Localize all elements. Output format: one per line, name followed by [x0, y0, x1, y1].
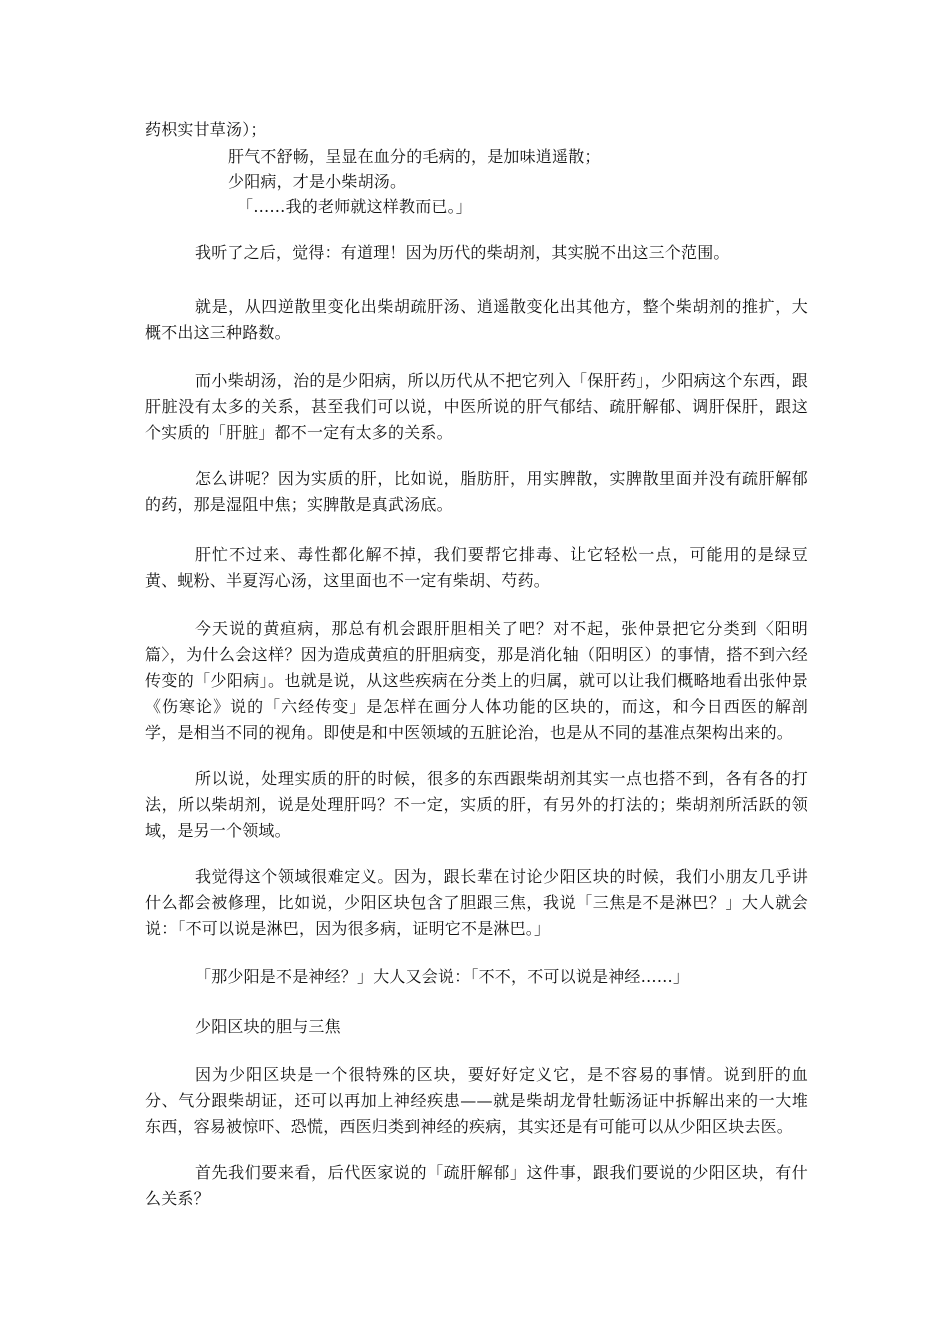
paragraph: 首先我们要来看，后代医家说的「疏肝解郁」这件事，跟我们要说的少阳区块，有什么关系？ — [145, 1163, 808, 1208]
text-line: 肝气不舒畅，呈显在血分的毛病的，是加味逍遥散； — [228, 147, 601, 166]
text-line: 药枳实甘草汤）； — [145, 120, 267, 139]
text-line: 少阳病，才是小柴胡汤。 — [228, 172, 407, 191]
paragraph: 就是，从四逆散里变化出柴胡疏肝汤、逍遥散变化出其他方，整个柴胡剂的推扩，大概不出这三种路数。 — [145, 297, 808, 342]
paragraph: 所以说，处理实质的肝的时候，很多的东西跟柴胡剂其实一点也搭不到，各有各的打法，所以柴胡剂，说是处理肝吗？不一定，实质的肝，有另外的打法的；柴胡剂所活跃的领域，是另一个领域。 — [145, 769, 808, 840]
paragraph: 我觉得这个领域很难定义。因为，跟长辈在讨论少阳区块的时候，我们小朋友几乎讲什么都会被修理，比如说，少阳区块包含了胆跟三焦，我说「三焦是不是淋巴？」大人就会说：「不可以说是淋巴，因为很多病，证明它不是淋巴。」 — [145, 867, 808, 938]
paragraph: 今天说的黄疸病，那总有机会跟肝胆相关了吧？对不起，张仲景把它分类到〈阳明篇〉，为什么会这样？因为造成黄疸的肝胆病变，那是消化轴（阳明区）的事情，搭不到六经传变的「少阳病」。也就是说，从这些疾病在分类上的归属，就可以让我们概略地看出张仲景《伤寒论》说的「六经传变」是怎样在画分人体功能的区块的，而这，和今日西医的解剖学，是相当不同的视角。即使是和中医领域的五脏论治，也是从不同的基准点架构出来的。 — [145, 619, 808, 742]
text-line: 「……我的老师就这样教而已。」 — [237, 197, 473, 216]
section-heading: 少阳区块的胆与三焦 — [195, 1017, 341, 1036]
paragraph: 「那少阳是不是神经？」大人又会说：「不不，不可以说是神经……」 — [195, 967, 690, 986]
paragraph: 而小柴胡汤，治的是少阳病，所以历代从不把它列入「保肝药」，少阳病这个东西，跟肝脏没有太多的关系，甚至我们可以说，中医所说的肝气郁结、疏肝解郁、调肝保肝，跟这个实质的「肝脏」都不一定有太多的关系。 — [145, 371, 808, 442]
paragraph: 因为少阳区块是一个很特殊的区块，要好好定义它，是不容易的事情。说到肝的血分、气分跟柴胡证，还可以再加上神经疾患——就是柴胡龙骨牡蛎汤证中拆解出来的一大堆东西，容易被惊吓、恐慌，西医归类到神经的疾病，其实还是有可能可以从少阳区块去医。 — [145, 1065, 808, 1136]
paragraph: 我听了之后，觉得：有道理！因为历代的柴胡剂，其实脱不出这三个范围。 — [195, 243, 730, 262]
paragraph: 怎么讲呢？因为实质的肝，比如说，脂肪肝，用实脾散，实脾散里面并没有疏肝解郁的药，那是湿阻中焦；实脾散是真武汤底。 — [145, 469, 808, 514]
paragraph: 肝忙不过来、毒性都化解不掉，我们要帮它排毒、让它轻松一点，可能用的是绿豆黄、蚬粉、半夏泻心汤，这里面也不一定有柴胡、芍药。 — [145, 545, 808, 590]
